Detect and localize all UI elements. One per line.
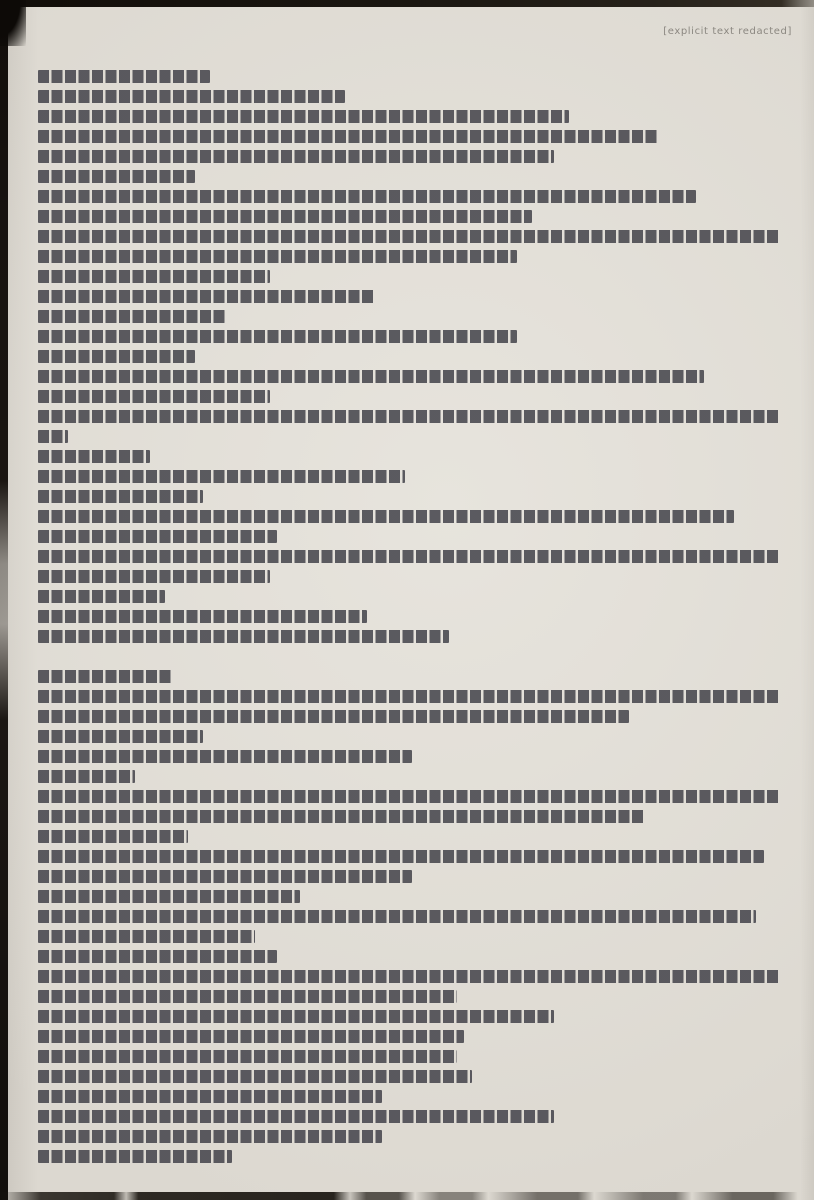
redacted-text-bar — [38, 790, 779, 803]
text-line — [38, 226, 786, 246]
redacted-text-bar — [38, 910, 756, 923]
text-line — [38, 546, 786, 566]
text-line — [38, 1046, 786, 1066]
text-line — [38, 846, 786, 866]
text-line — [38, 486, 786, 506]
redacted-text-bar — [38, 390, 270, 403]
text-line — [38, 686, 786, 706]
text-line — [38, 1086, 786, 1106]
redacted-text-bar — [38, 970, 779, 983]
text-line — [38, 86, 786, 106]
redacted-text-bar — [38, 1150, 232, 1163]
text-line — [38, 806, 786, 826]
text-line — [38, 366, 786, 386]
redacted-text-bar — [38, 330, 517, 343]
text-line — [38, 446, 786, 466]
text-line — [38, 666, 786, 686]
text-line — [38, 166, 786, 186]
redacted-text-bar — [38, 890, 300, 903]
redacted-text-bar — [38, 370, 704, 383]
redacted-text-bar — [38, 310, 225, 323]
text-line — [38, 326, 786, 346]
redacted-text-bar — [38, 570, 270, 583]
redacted-text-bar — [38, 990, 457, 1003]
redacted-text-bar — [38, 930, 255, 943]
redacted-text-bar — [38, 730, 203, 743]
redacted-text-bar — [38, 610, 367, 623]
text-line — [38, 1126, 786, 1146]
text-line — [38, 566, 786, 586]
redacted-text-bar — [38, 850, 764, 863]
redacted-text-bar — [38, 550, 779, 563]
redacted-text-bar — [38, 190, 696, 203]
text-line — [38, 246, 786, 266]
redacted-text-bar — [38, 1010, 554, 1023]
redacted-text-bar — [38, 510, 734, 523]
scan-edge-bottom — [0, 1192, 814, 1200]
text-line — [38, 746, 786, 766]
redacted-text-bar — [38, 490, 203, 503]
text-line — [38, 606, 786, 626]
redacted-text-bar — [38, 1130, 382, 1143]
redacted-text-bar — [38, 1090, 382, 1103]
text-line — [38, 586, 786, 606]
scan-corner-shadow — [0, 0, 26, 46]
redacted-text-bar — [38, 710, 629, 723]
text-line — [38, 206, 786, 226]
text-line — [38, 306, 786, 326]
redacted-text-bar — [38, 130, 659, 143]
redacted-text-bar — [38, 690, 779, 703]
redacted-text-bar — [38, 1050, 457, 1063]
text-line — [38, 826, 786, 846]
text-line — [38, 646, 786, 666]
text-line — [38, 406, 786, 426]
text-line — [38, 966, 786, 986]
redacted-text-bar — [38, 870, 412, 883]
redacted-text-bar — [38, 950, 277, 963]
text-line — [38, 466, 786, 486]
redacted-text-bar — [38, 410, 779, 423]
redacted-text-bar — [38, 210, 532, 223]
text-line — [38, 726, 786, 746]
redaction-notice: [explicit text redacted] — [663, 26, 792, 37]
text-line — [38, 426, 786, 446]
redacted-text-bar — [38, 810, 644, 823]
redacted-text-bar — [38, 90, 345, 103]
text-line — [38, 386, 786, 406]
scan-edge-left — [0, 0, 8, 1200]
redacted-text-bar — [38, 670, 173, 683]
redacted-text-bar — [38, 270, 270, 283]
redacted-text-bar — [38, 170, 195, 183]
text-line — [38, 1066, 786, 1086]
redacted-text-bar — [38, 430, 68, 443]
text-line — [38, 1106, 786, 1126]
redacted-text-bar — [38, 250, 517, 263]
redacted-text-bar — [38, 290, 375, 303]
text-lines — [38, 66, 786, 1166]
text-line — [38, 106, 786, 126]
text-line — [38, 886, 786, 906]
redacted-text-bar — [38, 110, 569, 123]
text-line — [38, 286, 786, 306]
text-line — [38, 706, 786, 726]
redacted-text-bar — [38, 630, 449, 643]
text-line — [38, 1026, 786, 1046]
scan-edge-top — [0, 0, 814, 7]
text-line — [38, 66, 786, 86]
redacted-text-bar — [38, 1110, 554, 1123]
redacted-text-bar — [38, 770, 135, 783]
text-line — [38, 786, 786, 806]
text-line — [38, 986, 786, 1006]
text-line — [38, 266, 786, 286]
text-line — [38, 766, 786, 786]
text-line — [38, 186, 786, 206]
text-line — [38, 926, 786, 946]
text-line — [38, 346, 786, 366]
text-line — [38, 526, 786, 546]
redacted-text-bar — [38, 1030, 464, 1043]
redacted-text-bar — [38, 590, 165, 603]
redacted-text-bar — [38, 530, 277, 543]
text-line — [38, 866, 786, 886]
text-line — [38, 1006, 786, 1026]
redacted-text-bar — [38, 150, 554, 163]
text-line — [38, 506, 786, 526]
text-line — [38, 146, 786, 166]
text-line — [38, 1146, 786, 1166]
text-line — [38, 626, 786, 646]
redacted-text-bar — [38, 1070, 472, 1083]
redacted-text-bar — [38, 750, 412, 763]
text-line — [38, 906, 786, 926]
redacted-text-bar — [38, 450, 150, 463]
redacted-text-bar — [38, 350, 195, 363]
redacted-text-bar — [38, 230, 779, 243]
redacted-text-bar — [38, 830, 188, 843]
text-line — [38, 946, 786, 966]
redacted-text-bar — [38, 470, 405, 483]
redacted-text-bar — [38, 70, 210, 83]
text-line — [38, 126, 786, 146]
